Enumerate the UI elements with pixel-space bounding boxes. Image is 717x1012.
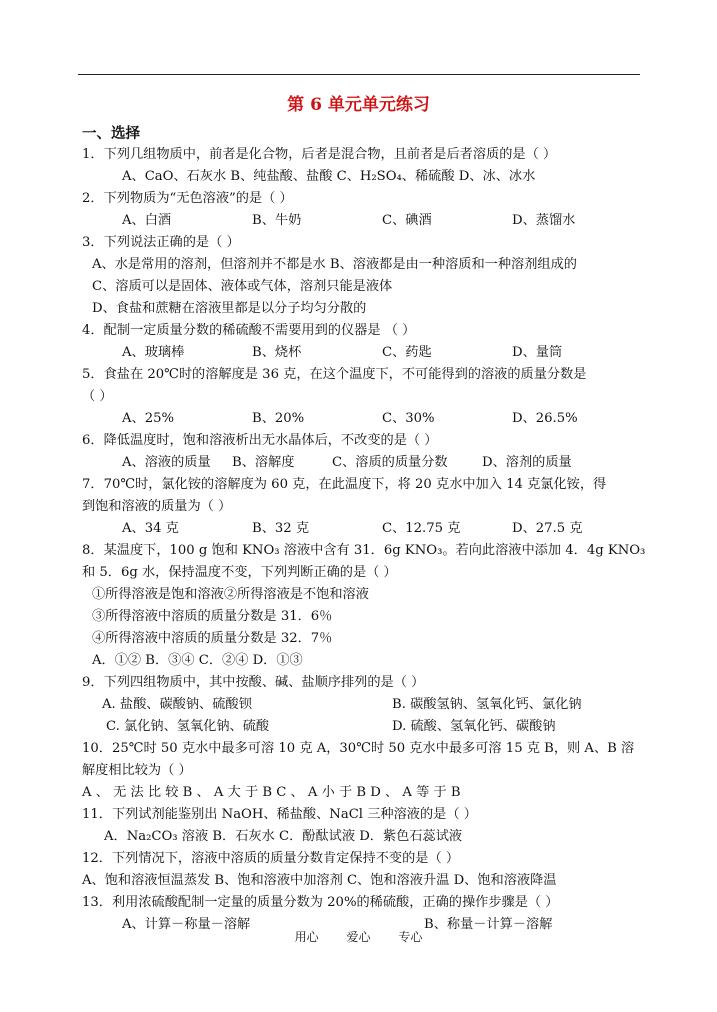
q2-option-c: C、碘酒 bbox=[382, 213, 432, 228]
q11-stem: 11．下列试剂能鉴别出 NaOH、稀盐酸、NaCl 三种溶液的是（ ） bbox=[82, 807, 477, 822]
q2-option-d: D、蒸馏水 bbox=[512, 213, 576, 228]
q4-option-d: D、量筒 bbox=[512, 345, 563, 360]
q6-stem: 6．降低温度时，饱和溶液析出无水晶体后，不改变的是（ ） bbox=[82, 433, 438, 448]
q3-option-c: C、溶质可以是固体、液体或气体，溶剂只能是液体 bbox=[92, 279, 393, 294]
q5-stem-cont: （ ） bbox=[82, 389, 113, 404]
q9-option-c: C. 氯化钠、氢氧化钠、硫酸 bbox=[106, 719, 270, 734]
q12-options: A、饱和溶液恒温蒸发 B、饱和溶液中加溶剂 C、饱和溶液升温 D、饱和溶液降温 bbox=[82, 873, 557, 888]
q7-stem: 7．70℃时，氯化铵的溶解度为 60 克，在此温度下，将 20 克水中加入 14 克氯化铵，得 bbox=[82, 477, 607, 492]
q13-stem: 13．利用浓硫酸配制一定量的质量分数为 20%的稀硫酸，正确的操作步骤是（ ） bbox=[82, 895, 559, 910]
page-footer bbox=[0, 928, 717, 945]
q2-option-a: A、白酒 bbox=[122, 213, 172, 228]
q5-option-a: A、25% bbox=[122, 411, 175, 426]
q7-stem-cont: 到饱和溶液的质量为（ ） bbox=[82, 499, 232, 514]
q8-statement-3: ③所得溶液中溶质的质量分数是 31．6％ bbox=[92, 609, 333, 624]
q6-option-a: A、溶液的质量 bbox=[122, 455, 211, 470]
q9-stem: 9．下列四组物质中，其中按酸、碱、盐顺序排列的是（ ） bbox=[82, 675, 425, 690]
q9-options-cd bbox=[82, 716, 642, 738]
q7-options bbox=[82, 518, 642, 540]
q7-option-b: B、32 克 bbox=[252, 521, 310, 536]
q1-options: A、CaO、石灰水 B、纯盐酸、盐酸 C、H₂SO₄、稀硫酸 D、冰、冰水 bbox=[122, 169, 536, 184]
q4-stem: 4．配制一定质量分数的稀硫酸不需要用到的仪器是 （ ） bbox=[82, 323, 416, 338]
q4-option-a: A、玻璃棒 bbox=[122, 345, 185, 360]
q3-option-ab: A、水是常用的溶剂，但溶剂并不都是水 B、溶液都是由一种溶质和一种溶剂组成的 bbox=[92, 257, 577, 272]
q1-stem: 1．下列几组物质中，前者是化合物，后者是混合物，且前者是后者溶质的是（ ） bbox=[82, 147, 557, 162]
q8-statement-4: ④所得溶液中溶质的质量分数是 32．7％ bbox=[92, 631, 333, 646]
q10-stem-cont: 解度相比较为（ ） bbox=[82, 763, 192, 778]
footer-motto-3: 专心 bbox=[398, 930, 423, 944]
q9-options-ab bbox=[82, 694, 642, 716]
footer-motto-2: 爱心 bbox=[346, 930, 371, 944]
q13-option-b: B、称量－计算－溶解 bbox=[424, 917, 553, 932]
q13-option-a: A、计算－称量－溶解 bbox=[122, 917, 251, 932]
q4-option-b: B、烧杯 bbox=[252, 345, 302, 360]
question-list bbox=[82, 144, 646, 936]
q7-option-d: D、27.5 克 bbox=[512, 521, 583, 536]
q3-option-d: D、食盐和蔗糖在溶液里都是以分子均匀分散的 bbox=[92, 301, 367, 316]
q9-option-b: B. 碳酸氢钠、氢氧化钙、氯化钠 bbox=[392, 697, 582, 712]
q6-option-d: D、溶剂的质量 bbox=[482, 455, 572, 470]
q5-option-d: D、26.5% bbox=[512, 411, 578, 426]
q12-stem: 12．下列情况下，溶液中溶质的质量分数肯定保持不变的是（ ） bbox=[82, 851, 460, 866]
q7-option-c: C、12.75 克 bbox=[382, 521, 461, 536]
q2-options bbox=[82, 210, 642, 232]
q11-options: A．Na₂CO₃ 溶液 B．石灰水 C．酚酞试液 D．紫色石蕊试液 bbox=[104, 829, 463, 844]
q5-option-c: C、30% bbox=[382, 411, 435, 426]
q9-option-a: A. 盐酸、碳酸钠、硫酸钡 bbox=[102, 697, 252, 712]
q8-options: A．①② B．③④ C．②④ D．①③ bbox=[92, 653, 303, 668]
q2-option-b: B、牛奶 bbox=[252, 213, 302, 228]
q3-stem: 3．下列说法正确的是（ ） bbox=[82, 235, 240, 250]
q6-option-b: B、溶解度 bbox=[232, 455, 295, 470]
footer-motto-1: 用心 bbox=[294, 930, 319, 944]
section-heading: 一、选择 bbox=[82, 125, 140, 142]
q9-option-d: D. 硫酸、氢氧化钙、碳酸钠 bbox=[392, 719, 556, 734]
header-rule bbox=[78, 74, 640, 75]
q10-options: A 、 无 法 比 较 B 、 A 大 于 B C 、 A 小 于 B D 、 A 等 于 B bbox=[82, 785, 461, 800]
q10-stem: 10．25℃时 50 克水中最多可溶 10 克 A，30℃时 50 克水中最多可溶 15 克 B，则 A、B 溶 bbox=[82, 741, 635, 756]
q8-stem: 8．某温度下，100 g 饱和 KNO₃ 溶液中含有 31．6g KNO₃。若向此溶液中添加 4．4g KNO₃ bbox=[82, 543, 646, 558]
q5-options bbox=[82, 408, 642, 430]
q4-option-c: C、药匙 bbox=[382, 345, 432, 360]
q6-options bbox=[82, 452, 642, 474]
q7-option-a: A、34 克 bbox=[122, 521, 179, 536]
q8-statement-12: ①所得溶液是饱和溶液②所得溶液是不饱和溶液 bbox=[92, 587, 369, 602]
q6-option-c: C、溶质的质量分数 bbox=[332, 455, 448, 470]
q4-options bbox=[82, 342, 642, 364]
page-title: 第 6 单元单元练习 bbox=[287, 95, 430, 115]
q2-stem: 2．下列物质为“无色溶液”的是（ ） bbox=[82, 191, 293, 206]
q5-stem: 5．食盐在 20℃时的溶解度是 36 克，在这个温度下，不可能得到的溶液的质量分数是 bbox=[82, 367, 587, 382]
q5-option-b: B、20% bbox=[252, 411, 305, 426]
q8-stem-cont: 和 5．6g 水，保持温度不变，下列判断正确的是（ ） bbox=[82, 565, 397, 580]
